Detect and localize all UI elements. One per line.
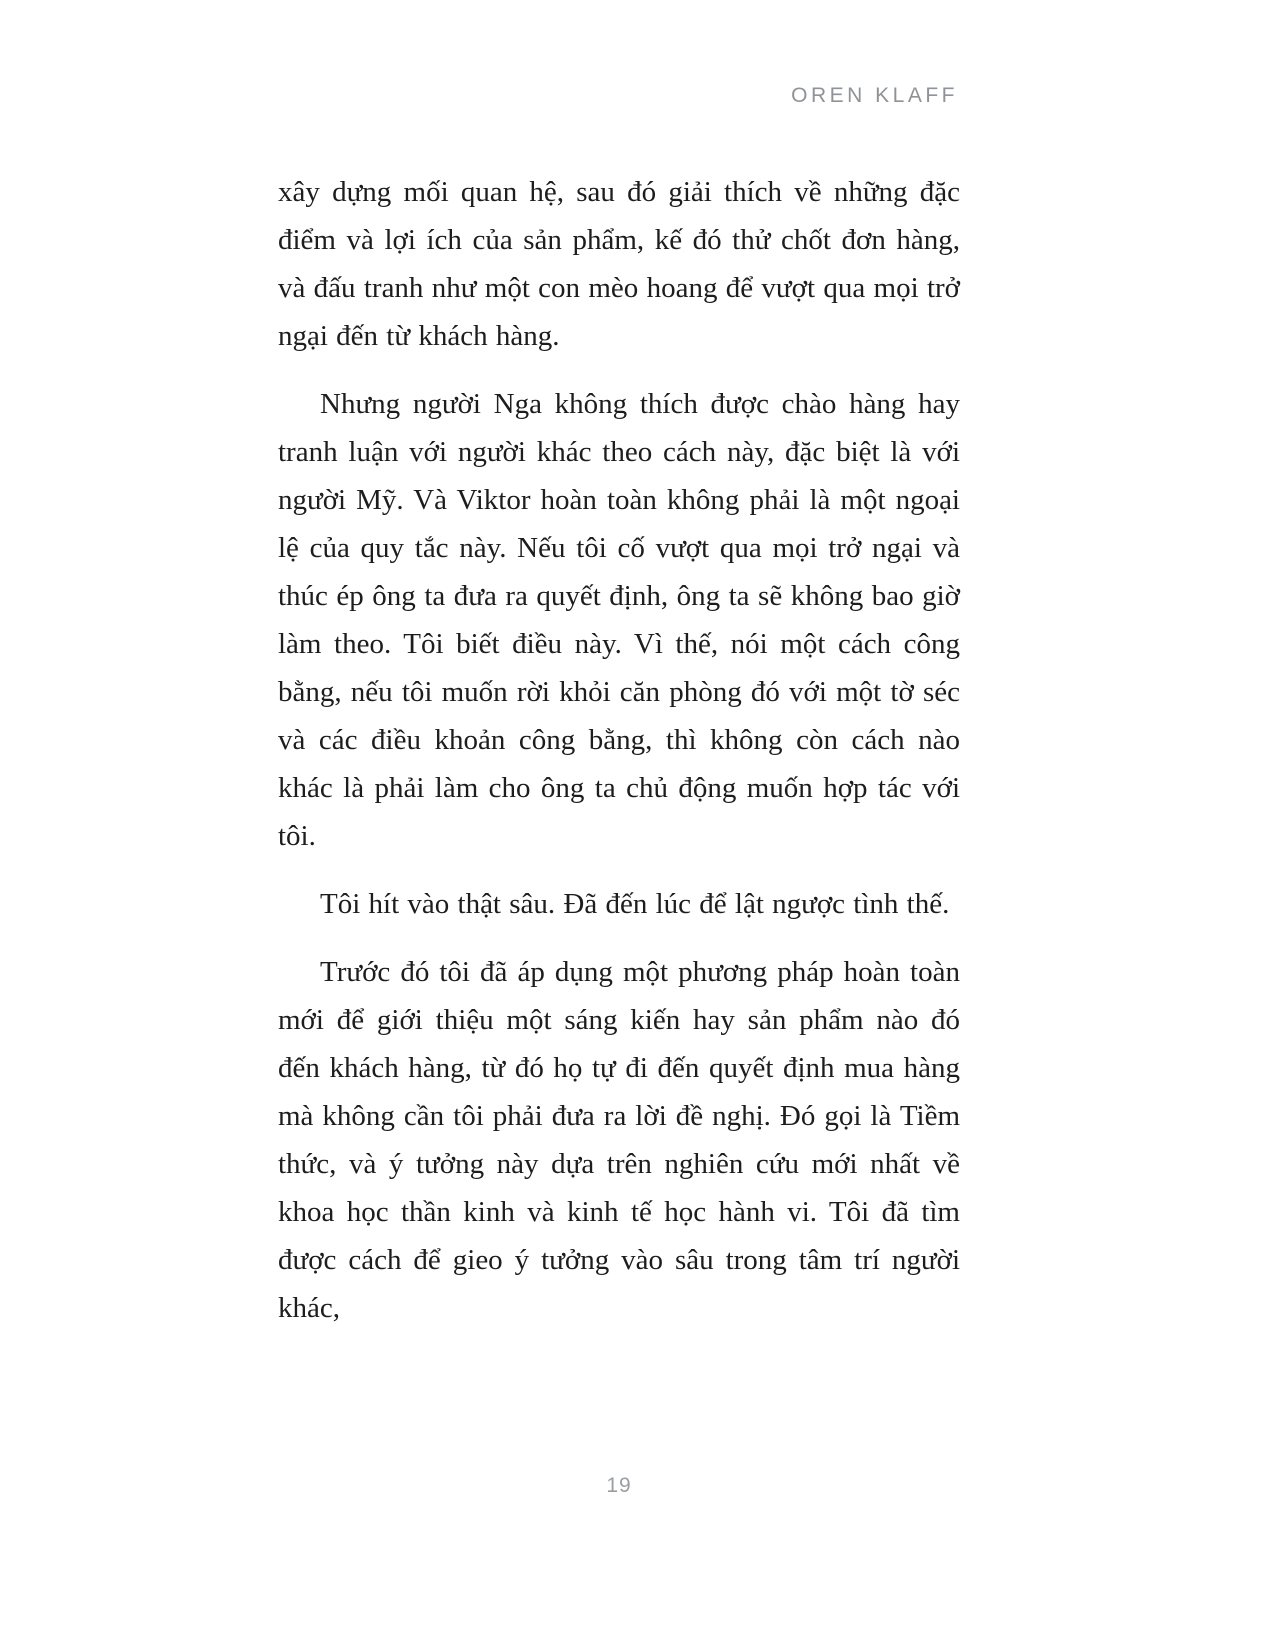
paragraph: Nhưng người Nga không thích được chào hàng hay tranh luận với người khác theo cách này, đặc biệt là với người Mỹ. Và Viktor hoàn toàn không phải là một ngoại lệ của quy tắc này. Nếu tôi cố vượt qua mọi trở ngại và thúc ép ông ta đưa ra quyết định, ông ta sẽ không bao giờ làm theo. Tôi biết điều này. Vì thế, nói một cách công bằng, nếu tôi muốn rời khỏi căn phòng đó với một tờ séc và các điều khoản công bằng, thì không còn cách nào khác là phải làm cho ông ta chủ động muốn hợp tác với tôi. — [278, 388, 960, 852]
paragraph: xây dựng mối quan hệ, sau đó giải thích về những đặc điểm và lợi ích của sản phẩm, kế đó thử chốt đơn hàng, và đấu tranh như một con mèo hoang để vượt qua mọi trở ngại đến từ khách hàng. — [278, 176, 960, 352]
paragraph: Trước đó tôi đã áp dụng một phương pháp hoàn toàn mới để giới thiệu một sáng kiến hay sản phẩm nào đó đến khách hàng, từ đó họ tự đi đến quyết định mua hàng mà không cần tôi phải đưa ra lời đề nghị. Đó gọi là Tiềm thức, và ý tưởng này dựa trên nghiên cứu mới nhất về khoa học thần kinh và kinh tế học hành vi. Tôi đã tìm được cách để gieo ý tưởng vào sâu trong tâm trí người khác, — [278, 956, 960, 1324]
running-header-author: OREN KLAFF — [791, 84, 958, 107]
page-number: 19 — [606, 1474, 632, 1497]
body-text — [278, 168, 960, 1352]
paragraph: Tôi hít vào thật sâu. Đã đến lúc để lật ngược tình thế. — [320, 888, 950, 920]
